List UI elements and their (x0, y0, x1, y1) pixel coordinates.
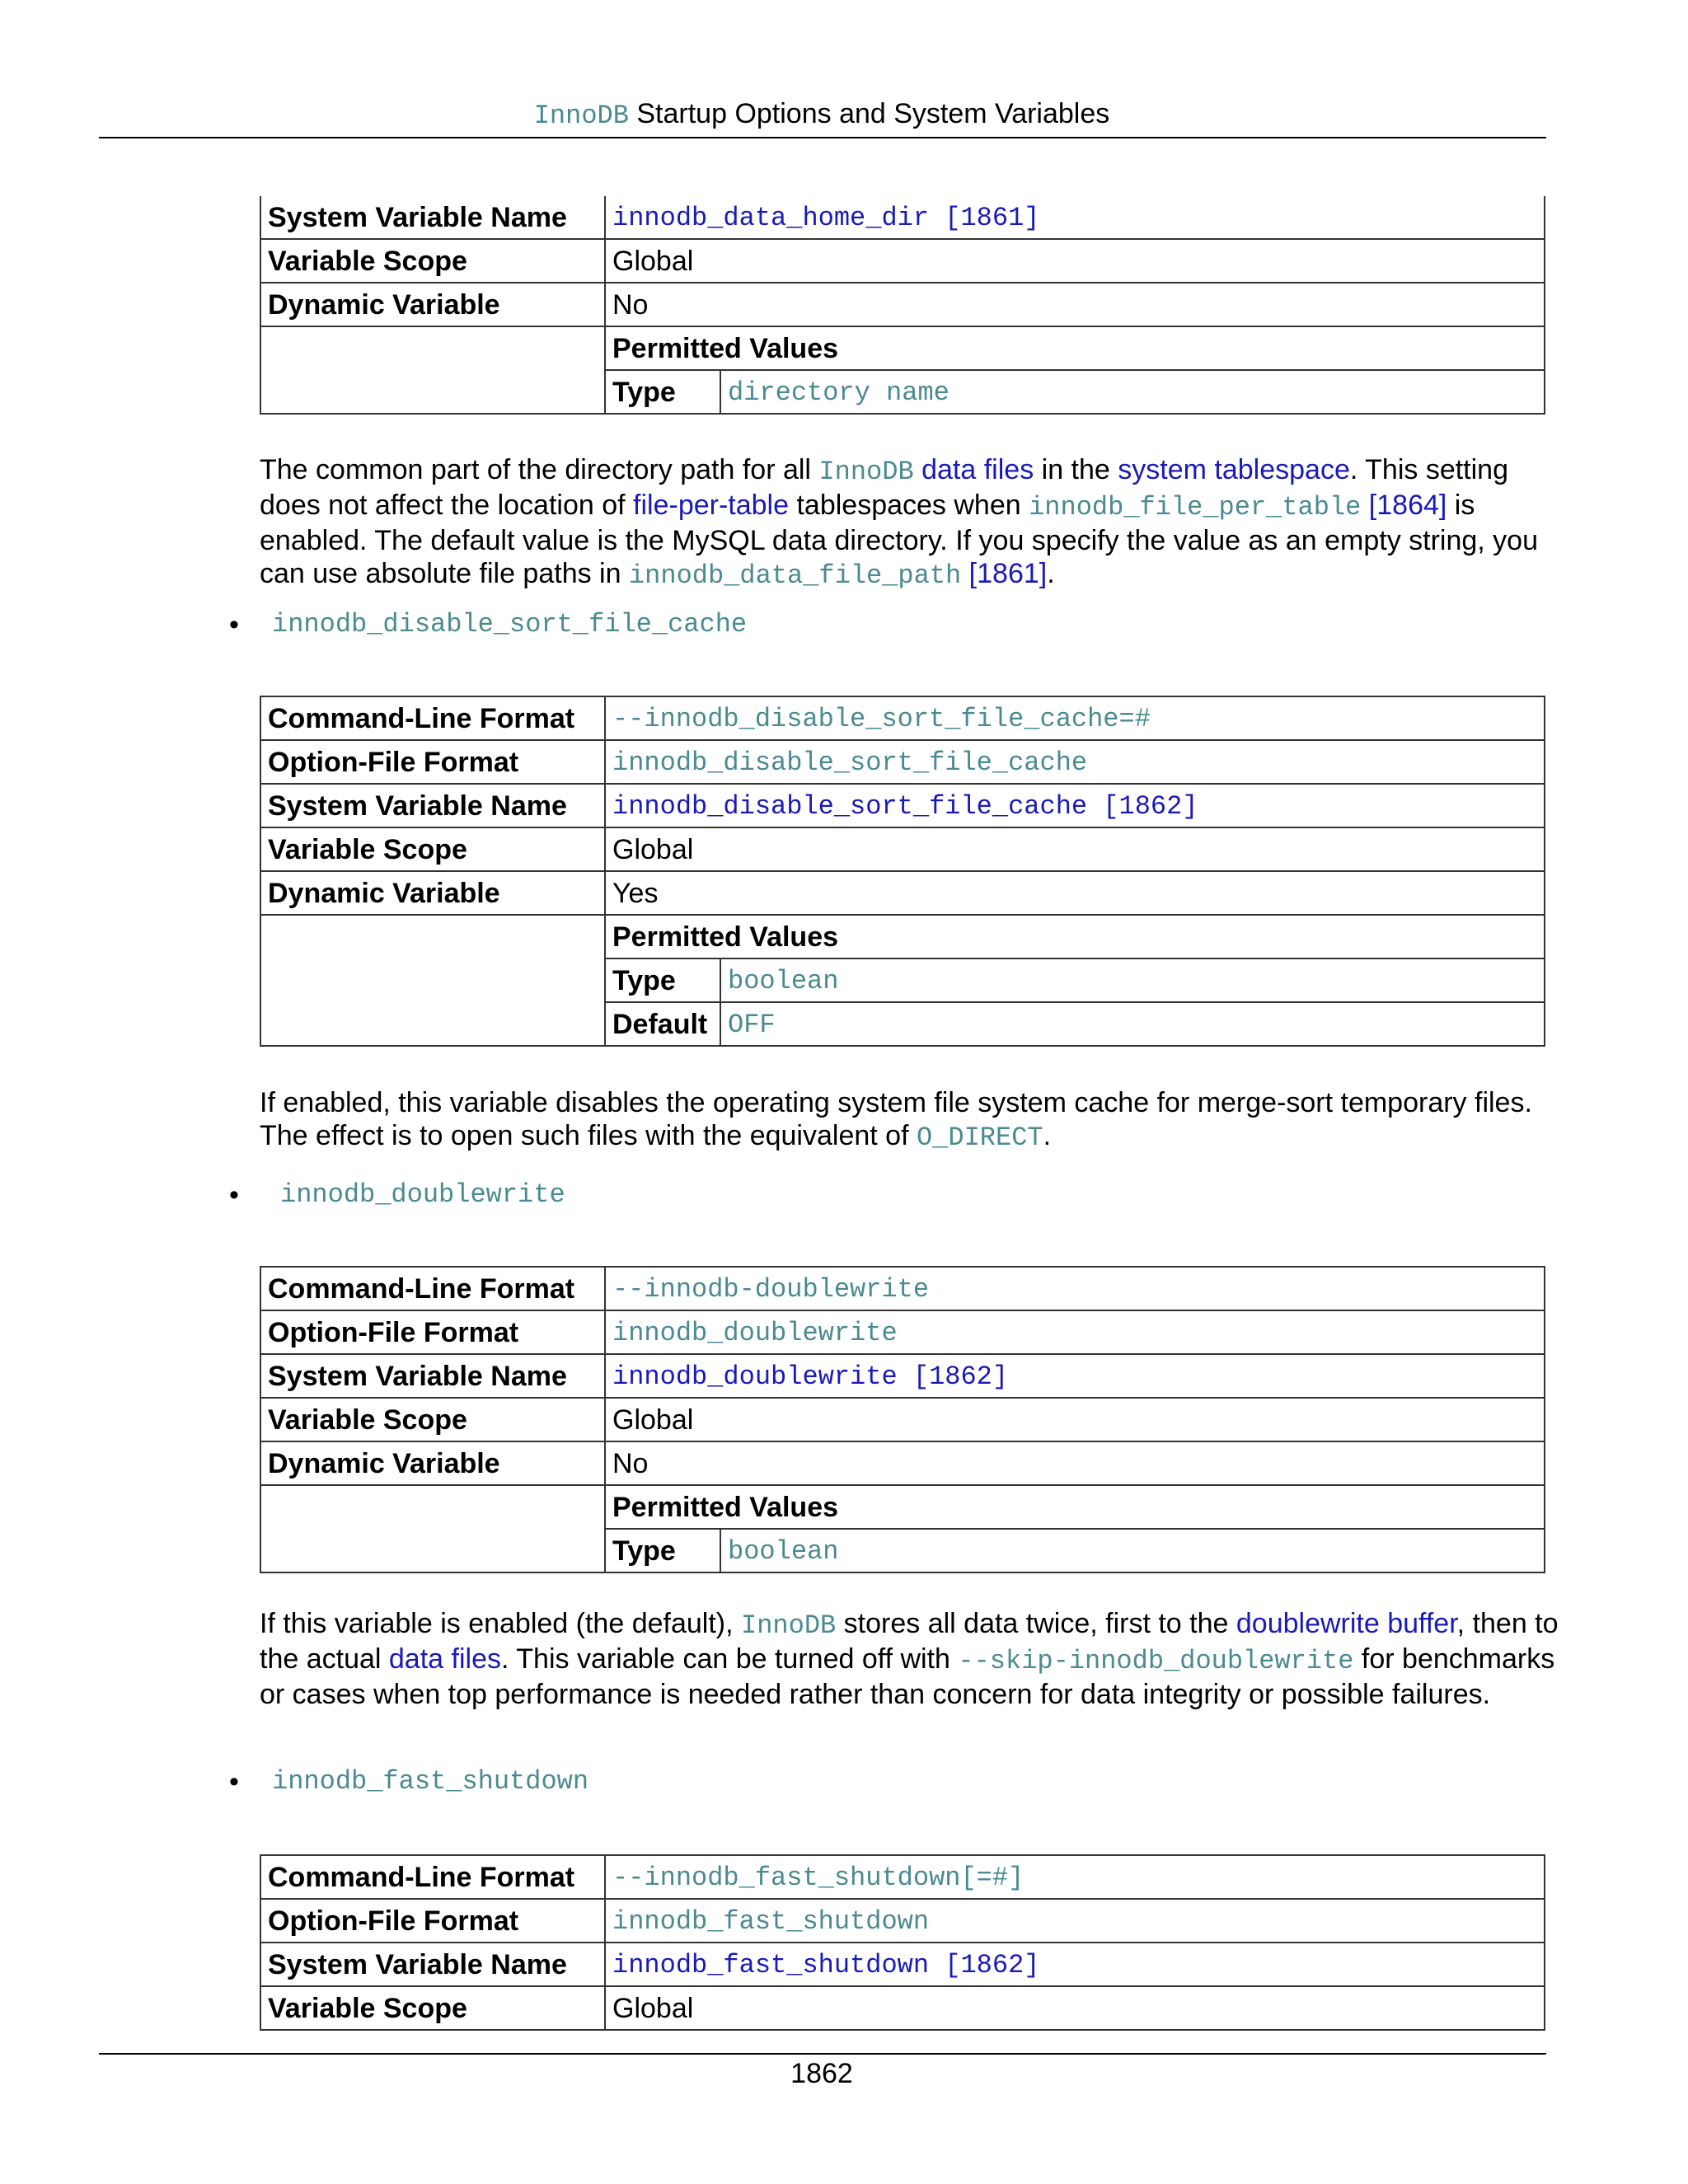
table-row (260, 1485, 1545, 1529)
row-value: innodb_fast_shutdown (605, 1899, 1545, 1943)
table-row (260, 1855, 1545, 1899)
table-row (260, 1267, 1545, 1310)
table-row (260, 239, 1545, 283)
page-header (0, 97, 1643, 133)
footer-rule (99, 2053, 1546, 2055)
innodb-disable-sort-file-cache-heading[interactable]: innodb_disable_sort_file_cache (272, 609, 748, 640)
system-tablespace-link[interactable]: system tablespace (1118, 454, 1350, 485)
row-value: Global (605, 827, 1545, 871)
row-key: Command-Line Format (260, 696, 605, 740)
innodb-disable-sort-file-cache-table (260, 696, 1545, 1047)
row-key: Variable Scope (260, 827, 605, 871)
table-row (260, 696, 1545, 740)
table-row (260, 827, 1545, 871)
row-value (605, 196, 1545, 239)
type-value: boolean (720, 1529, 1545, 1572)
row-value: Global (605, 239, 1545, 283)
default-label: Default (605, 1002, 720, 1046)
page-number: 1862 (790, 2058, 853, 2089)
row-value: No (605, 1441, 1545, 1485)
table-row (260, 1354, 1545, 1398)
row-value: Global (605, 1398, 1545, 1441)
innodb-data-file-path-link[interactable]: innodb_data_file_path (628, 560, 962, 591)
file-per-table-link[interactable]: file-per-table (633, 490, 790, 521)
header-title: Startup Options and System Variables (628, 98, 1110, 129)
table-row (260, 1398, 1545, 1441)
empty-cell (260, 915, 605, 1046)
row-value (605, 1354, 1545, 1398)
permitted-values-label: Permitted Values (605, 1485, 1545, 1529)
permitted-values-label: Permitted Values (605, 326, 1545, 370)
header-rule (99, 137, 1546, 138)
permitted-values-label: Permitted Values (605, 915, 1545, 958)
sysvar-link[interactable]: innodb_disable_sort_file_cache [1862] (612, 791, 1198, 822)
row-key: Dynamic Variable (260, 283, 605, 326)
table-row (260, 915, 1545, 958)
table-row (260, 784, 1545, 827)
row-value: innodb_doublewrite (605, 1310, 1545, 1354)
row-key: Variable Scope (260, 1398, 605, 1441)
innodb-fast-shutdown-heading[interactable]: innodb_fast_shutdown (272, 1766, 589, 1797)
data-files-link[interactable]: data files (388, 1643, 501, 1675)
sysvar-link[interactable]: innodb_data_home_dir [1861] (612, 203, 1040, 233)
skip-innodb-doublewrite-link[interactable]: --skip-innodb_doublewrite (958, 1646, 1354, 1676)
empty-cell (260, 326, 605, 414)
row-key: System Variable Name (260, 1354, 605, 1398)
row-value: --innodb_fast_shutdown[=#] (605, 1855, 1545, 1899)
page-ref-link[interactable]: [1864] (1361, 490, 1447, 521)
row-value (605, 784, 1545, 827)
row-key: System Variable Name (260, 1943, 605, 1986)
row-key: System Variable Name (260, 196, 605, 239)
innodb-fast-shutdown-table (260, 1854, 1545, 2031)
type-label: Type (605, 370, 720, 414)
row-key: Variable Scope (260, 1986, 605, 2030)
row-value: No (605, 283, 1545, 326)
table-row (260, 1943, 1545, 1986)
table-row (260, 326, 1545, 370)
bullet-marker: • (229, 1179, 239, 1211)
row-key: Option-File Format (260, 1899, 605, 1943)
row-value: --innodb-doublewrite (605, 1267, 1545, 1310)
row-value: innodb_disable_sort_file_cache (605, 740, 1545, 784)
sysvar-link[interactable]: innodb_doublewrite [1862] (612, 1361, 1009, 1392)
innodb-data-home-dir-table (260, 196, 1545, 415)
row-key: Command-Line Format (260, 1855, 605, 1899)
table-row (260, 871, 1545, 915)
innodb-doublewrite-table (260, 1266, 1545, 1573)
page-ref-link[interactable]: [1861] (961, 558, 1048, 589)
row-key: Option-File Format (260, 1310, 605, 1354)
empty-cell (260, 1485, 605, 1572)
innodb-doublewrite-heading[interactable]: innodb_doublewrite (280, 1179, 565, 1210)
default-value: OFF (720, 1002, 1545, 1046)
table-row (260, 1899, 1545, 1943)
type-value: boolean (720, 958, 1545, 1002)
innodb-doublewrite-description: If this variable is enabled (the default), InnoDB stores all data twice, first to the doublewrite buffer, then to the actual data files. This variable can be turned off with --skip-innodb_doublewrite for benchmarks or cases when top performance is needed rather than concern for data integrity or possible failures. (260, 1608, 1559, 1710)
innodb-data-home-dir-description: The common part of the directory path for all InnoDB data files in the system tablespace. This setting does not affect the location of file-per-table tablespaces when innodb_file_per_table [1864] is enabled. The default value is the MySQL data directory. If you specify the value as an empty string, you can use absolute file paths in innodb_data_file_path [1861]. (260, 454, 1539, 591)
doublewrite-buffer-link[interactable]: doublewrite buffer (1236, 1608, 1457, 1639)
row-key: Option-File Format (260, 740, 605, 784)
sysvar-link[interactable]: innodb_fast_shutdown [1862] (612, 1950, 1040, 1980)
row-key: Dynamic Variable (260, 1441, 605, 1485)
row-value (605, 1943, 1545, 1986)
table-row (260, 1986, 1545, 2030)
row-value: --innodb_disable_sort_file_cache=# (605, 696, 1545, 740)
bullet-marker: • (229, 1766, 239, 1797)
row-key: Command-Line Format (260, 1267, 605, 1310)
innodb-file-per-table-link[interactable]: innodb_file_per_table (1029, 492, 1362, 523)
type-label: Type (605, 1529, 720, 1572)
table-row (260, 740, 1545, 784)
row-key: System Variable Name (260, 784, 605, 827)
data-files-link[interactable]: data files (921, 454, 1034, 485)
row-key: Variable Scope (260, 239, 605, 283)
type-label: Type (605, 958, 720, 1002)
header-code: InnoDB (533, 101, 629, 131)
bullet-marker: • (229, 609, 239, 640)
row-value: Yes (605, 871, 1545, 915)
row-key: Dynamic Variable (260, 871, 605, 915)
type-value: directory name (720, 370, 1545, 414)
innodb-disable-sort-file-cache-description: If enabled, this variable disables the operating system file system cache for merge-sort temporary files. The effect is to open such files with the equivalent of O_DIRECT. (260, 1087, 1532, 1153)
table-row (260, 1441, 1545, 1485)
table-row (260, 283, 1545, 326)
table-row (260, 196, 1545, 239)
row-value: Global (605, 1986, 1545, 2030)
table-row (260, 1310, 1545, 1354)
